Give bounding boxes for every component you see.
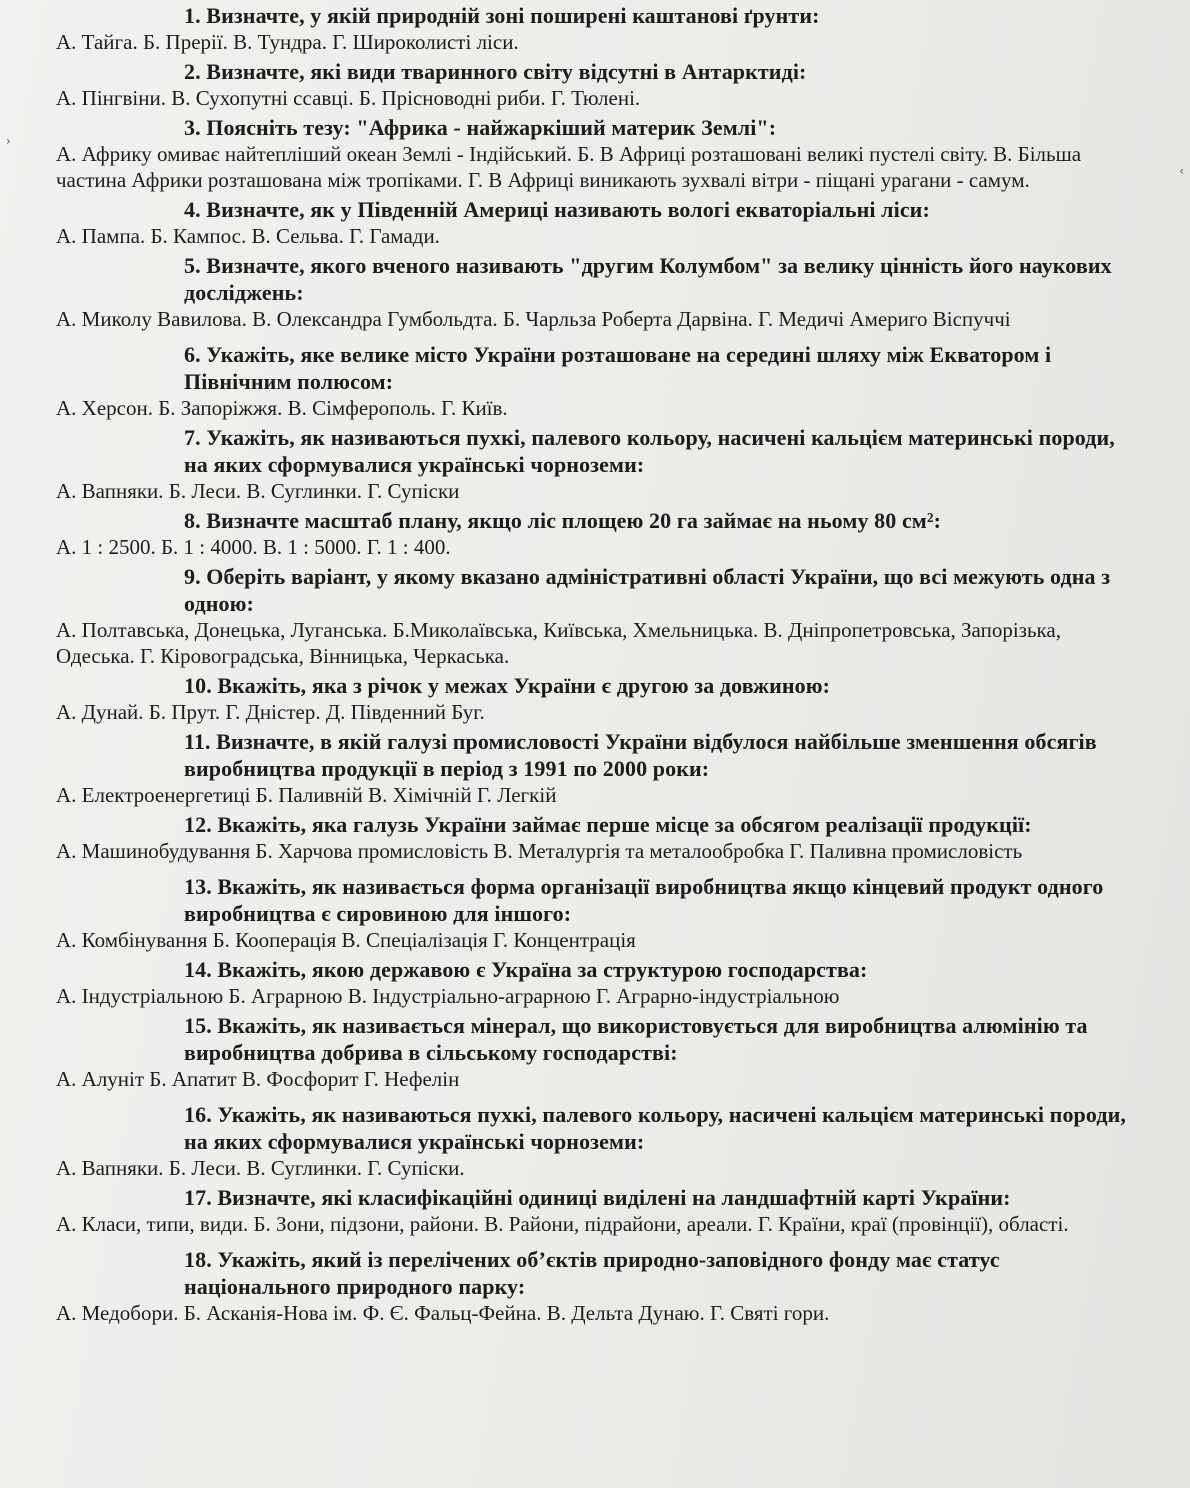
question-title: 8. Визначте масштаб плану, якщо ліс площею 20 га займає на ньому 80 см²: bbox=[184, 508, 942, 533]
question-answers: А. Алуніт Б. Апатит В. Фосфорит Г. Нефелін bbox=[56, 1067, 460, 1091]
question-answers: А. 1 : 2500. Б. 1 : 4000. В. 1 : 5000. Г. 1 : 400. bbox=[56, 535, 451, 559]
question-4 bbox=[56, 196, 1140, 249]
margin-mark-left: › bbox=[6, 134, 11, 148]
question-15 bbox=[56, 1012, 1140, 1092]
question-title: 2. Визначте, які види тваринного світу відсутні в Антарктиді: bbox=[184, 59, 807, 84]
question-title: 14. Вкажіть, якою державою є Україна за структурою господарства: bbox=[184, 957, 868, 982]
question-answers: А. Індустріальною Б. Аграрною В. Індустріально-аграрною Г. Аграрно-індустріальною bbox=[56, 984, 840, 1008]
question-answers: А. Полтавська, Донецька, Луганська. Б.Миколаївська, Київська, Хмельницька. В. Дніпропетровська, Запорізька, Одеська. Г. Кіровоградська, Вінницька, Черкаська. bbox=[56, 618, 1061, 668]
question-5 bbox=[56, 252, 1140, 332]
question-answers: А. Пінгвіни. В. Сухопутні ссавці. Б. Прісноводні риби. Г. Тюлені. bbox=[56, 86, 641, 110]
question-11 bbox=[56, 728, 1140, 808]
question-title: 9. Оберіть варіант, у якому вказано адміністративні області України, що всі межують одна з одною: bbox=[184, 564, 1111, 616]
question-answers: А. Тайга. Б. Прерії. В. Тундра. Г. Широколисті ліси. bbox=[56, 30, 519, 54]
question-title: 10. Вкажіть, яка з річок у межах України є другою за довжиною: bbox=[184, 673, 831, 698]
question-title: 16. Укажіть, як називаються пухкі, палевого кольору, насичені кальцієм материнські породи, на яких сформувалися українські чорноземи: bbox=[184, 1102, 1126, 1154]
question-title: 17. Визначте, які класифікаційні одиниці виділені на ландшафтній карті України: bbox=[184, 1185, 1011, 1210]
question-title: 11. Визначте, в якій галузі промисловості України відбулося найбільше зменшення обсягів виробництва продукції в період з 1991 по 2000 роки: bbox=[184, 729, 1097, 781]
question-18 bbox=[56, 1246, 1140, 1326]
question-title: 5. Визначте, якого вченого називають "другим Колумбом" за велику цінність його наукових досліджень: bbox=[184, 253, 1112, 305]
question-title: 3. Поясніть тезу: "Африка - найжаркіший материк Землі": bbox=[184, 115, 777, 140]
question-answers: А. Електроенергетиці Б. Паливній В. Хімічній Г. Легкій bbox=[56, 783, 557, 807]
question-title: 12. Вкажіть, яка галузь України займає перше місце за обсягом реалізації продукції: bbox=[184, 812, 1032, 837]
question-7 bbox=[56, 424, 1140, 504]
question-answers: А. Пампа. Б. Кампос. В. Сельва. Г. Гамади. bbox=[56, 224, 440, 248]
question-answers: А. Вапняки. Б. Леси. В. Суглинки. Г. Супіски. bbox=[56, 1156, 465, 1180]
question-6 bbox=[56, 341, 1140, 421]
question-answers: А. Вапняки. Б. Леси. В. Суглинки. Г. Супіски bbox=[56, 479, 460, 503]
question-answers: А. Дунай. Б. Прут. Г. Дністер. Д. Південний Буг. bbox=[56, 700, 485, 724]
question-answers: А. Медобори. Б. Асканія-Нова ім. Ф. Є. Фальц-Фейна. В. Дельта Дунаю. Г. Святі гори. bbox=[56, 1301, 830, 1325]
question-17 bbox=[56, 1184, 1140, 1237]
question-answers: А. Класи, типи, види. Б. Зони, підзони, райони. В. Райони, підрайони, ареали. Г. Країни, краї (провінції), області. bbox=[56, 1212, 1069, 1236]
question-title: 7. Укажіть, як називаються пухкі, палевого кольору, насичені кальцієм материнські породи, на яких сформувалися українські чорноземи: bbox=[184, 425, 1115, 477]
question-answers: А. Комбінування Б. Кооперація В. Спеціалізація Г. Концентрація bbox=[56, 928, 636, 952]
question-answers: А. Машинобудування Б. Харчова промисловість В. Металургія та металообробка Г. Паливна промисловість bbox=[56, 839, 1023, 863]
question-13 bbox=[56, 873, 1140, 953]
question-1 bbox=[56, 2, 1140, 55]
question-answers: А. Херсон. Б. Запоріжжя. В. Сімферополь. Г. Київ. bbox=[56, 396, 508, 420]
question-8 bbox=[56, 507, 1140, 560]
question-title: 13. Вкажіть, як називається форма організації виробництва якщо кінцевий продукт одного виробництва є сировиною для іншого: bbox=[184, 874, 1104, 926]
question-16 bbox=[56, 1101, 1140, 1181]
question-answers: А. Миколу Вавилова. В. Олександра Гумбольдта. Б. Чарльза Роберта Дарвіна. Г. Медичі Америго Віспуччі bbox=[56, 307, 1011, 331]
question-12 bbox=[56, 811, 1140, 864]
question-10 bbox=[56, 672, 1140, 725]
question-9 bbox=[56, 563, 1140, 669]
question-title: 1. Визначте, у якій природній зоні поширені каштанові ґрунти: bbox=[184, 3, 820, 28]
question-title: 6. Укажіть, яке велике місто України розташоване на середині шляху між Екватором і Північним полюсом: bbox=[184, 342, 1052, 394]
question-title: 15. Вкажіть, як називається мінерал, що використовується для виробництва алюмінію та виробництва добрива в сільському господарстві: bbox=[184, 1013, 1088, 1065]
question-3 bbox=[56, 114, 1140, 193]
question-2 bbox=[56, 58, 1140, 111]
question-answers: А. Африку омиває найтепліший океан Землі - Індійський. Б. В Африці розташовані великі пустелі світу. В. Більша частина Африки розташована між тропіками. Г. В Африці виникають зухвалі вітри - піщані урагани - самум. bbox=[56, 142, 1082, 192]
question-14 bbox=[56, 956, 1140, 1009]
margin-mark-right: ‹ bbox=[1179, 164, 1184, 178]
question-title: 18. Укажіть, який із перелічених об’єктів природно-заповідного фонду має статус національного природного парку: bbox=[184, 1247, 1000, 1299]
question-title: 4. Визначте, як у Південній Америці називають вологі екваторіальні ліси: bbox=[184, 197, 930, 222]
